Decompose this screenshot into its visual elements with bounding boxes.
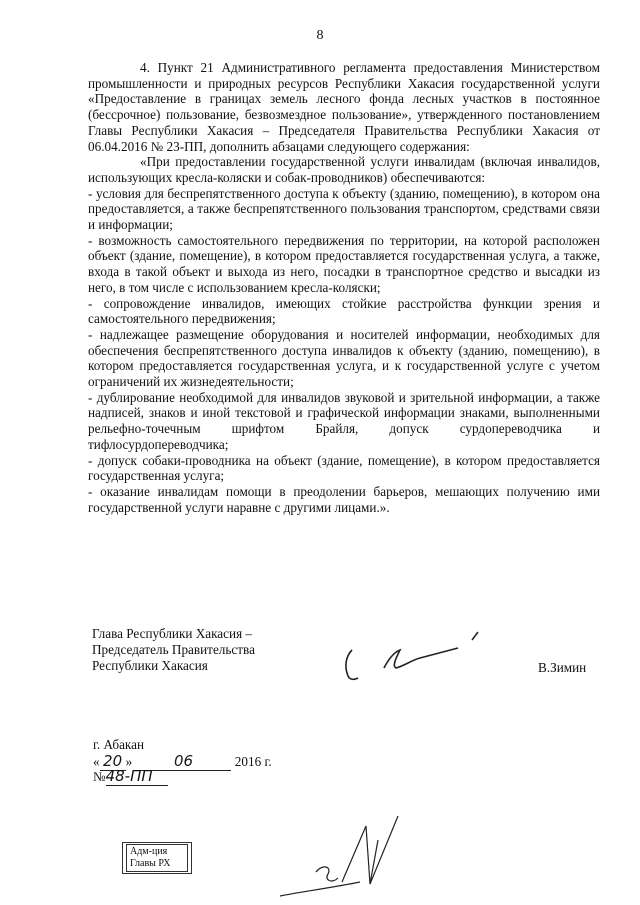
list-item: - оказание инвалидам помощи в преодолении барьеров, мешающих получению ими государственной услуги наравне с другими лицами.». <box>88 483 600 515</box>
date-open-quote: « <box>93 754 100 769</box>
signer-position-line: Председатель Правительства <box>92 642 255 657</box>
list-item: - условия для беспрепятственного доступа к объекту (зданию, помещению), в котором она предоставляется, а также беспрепятственного пользования транспортом, средствами связи и информации; <box>88 185 600 233</box>
list-item: - возможность самостоятельного передвижения по территории, на которой расположен объект (здание, помещение), в котором предоставляется государственная услуга, а также, входа в такой объект и выхода из него, посадки в транспортное средство и высадки из него, в том числе с использованием кресла-коляски; <box>88 232 600 295</box>
handwritten-initials <box>270 812 410 904</box>
list-item: - сопровождение инвалидов, имеющих стойкие расстройства функции зрения и самостоятельного передвижения; <box>88 295 600 327</box>
date-month: 06 <box>135 752 231 771</box>
stamp-line: Адм-ция <box>130 846 168 857</box>
signer-position <box>92 626 255 674</box>
page-number: 8 <box>316 28 324 43</box>
signer-name: В.Зимин <box>538 660 587 675</box>
paragraph-intro: «При предоставлении государственной услуги инвалидам (включая инвалидов, использующих кресла-коляски и собак-проводников) обеспечиваются: <box>88 154 600 185</box>
list-item: - надлежащее размещение оборудования и носителей информации, необходимых для обеспечения беспрепятственного доступа инвалидов к объекту (зданию, помещению), в котором предоставляется государственная услуга, и к государственной услуге с учетом ограничений их жизнедеятельности; <box>88 326 600 390</box>
document-body <box>88 60 600 515</box>
date-close-quote: » <box>125 754 133 769</box>
date-year: 2016 г. <box>234 754 272 769</box>
date-day: 20 <box>100 752 126 771</box>
registration-stamp <box>122 842 192 874</box>
stamp-line: Главы РХ <box>130 858 171 869</box>
list-item: - дублирование необходимой для инвалидов звуковой и зрительной информации, а также надписей, знаков и иной текстовой и графической информации знаками, выполненными рельефно-точечным шрифтом Брайля, допуск сурдопереводчика и тифлосурдопереводчика; <box>88 389 600 452</box>
signer-position-line: Глава Республики Хакасия – <box>92 626 253 641</box>
handwritten-signature <box>338 630 498 686</box>
signer-position-line: Республики Хакасия <box>92 658 208 673</box>
list-item: - допуск собаки-проводника на объект (здание, помещение), в котором предоставляется государственная услуга; <box>88 452 600 484</box>
number-sign: № <box>93 769 106 784</box>
paragraph-amendment: 4. Пункт 21 Административного регламента предоставления Министерством промышленности и природных ресурсов Республики Хакасия государственной услуги «Предоставление в границах земель лесного фонда лесных участков в постоянное (бессрочное) пользование, безвозмездное пользование», утвержденного постановлением Главы Республики Хакасия – Председателя Правительства Республики Хакасия от 06.04.2016 № 23-ПП, дополнить абзацами следующего содержания: <box>88 60 600 154</box>
number-value: 48-ПП <box>106 767 168 786</box>
document-number <box>93 767 168 786</box>
place: г. Абакан <box>93 737 145 752</box>
